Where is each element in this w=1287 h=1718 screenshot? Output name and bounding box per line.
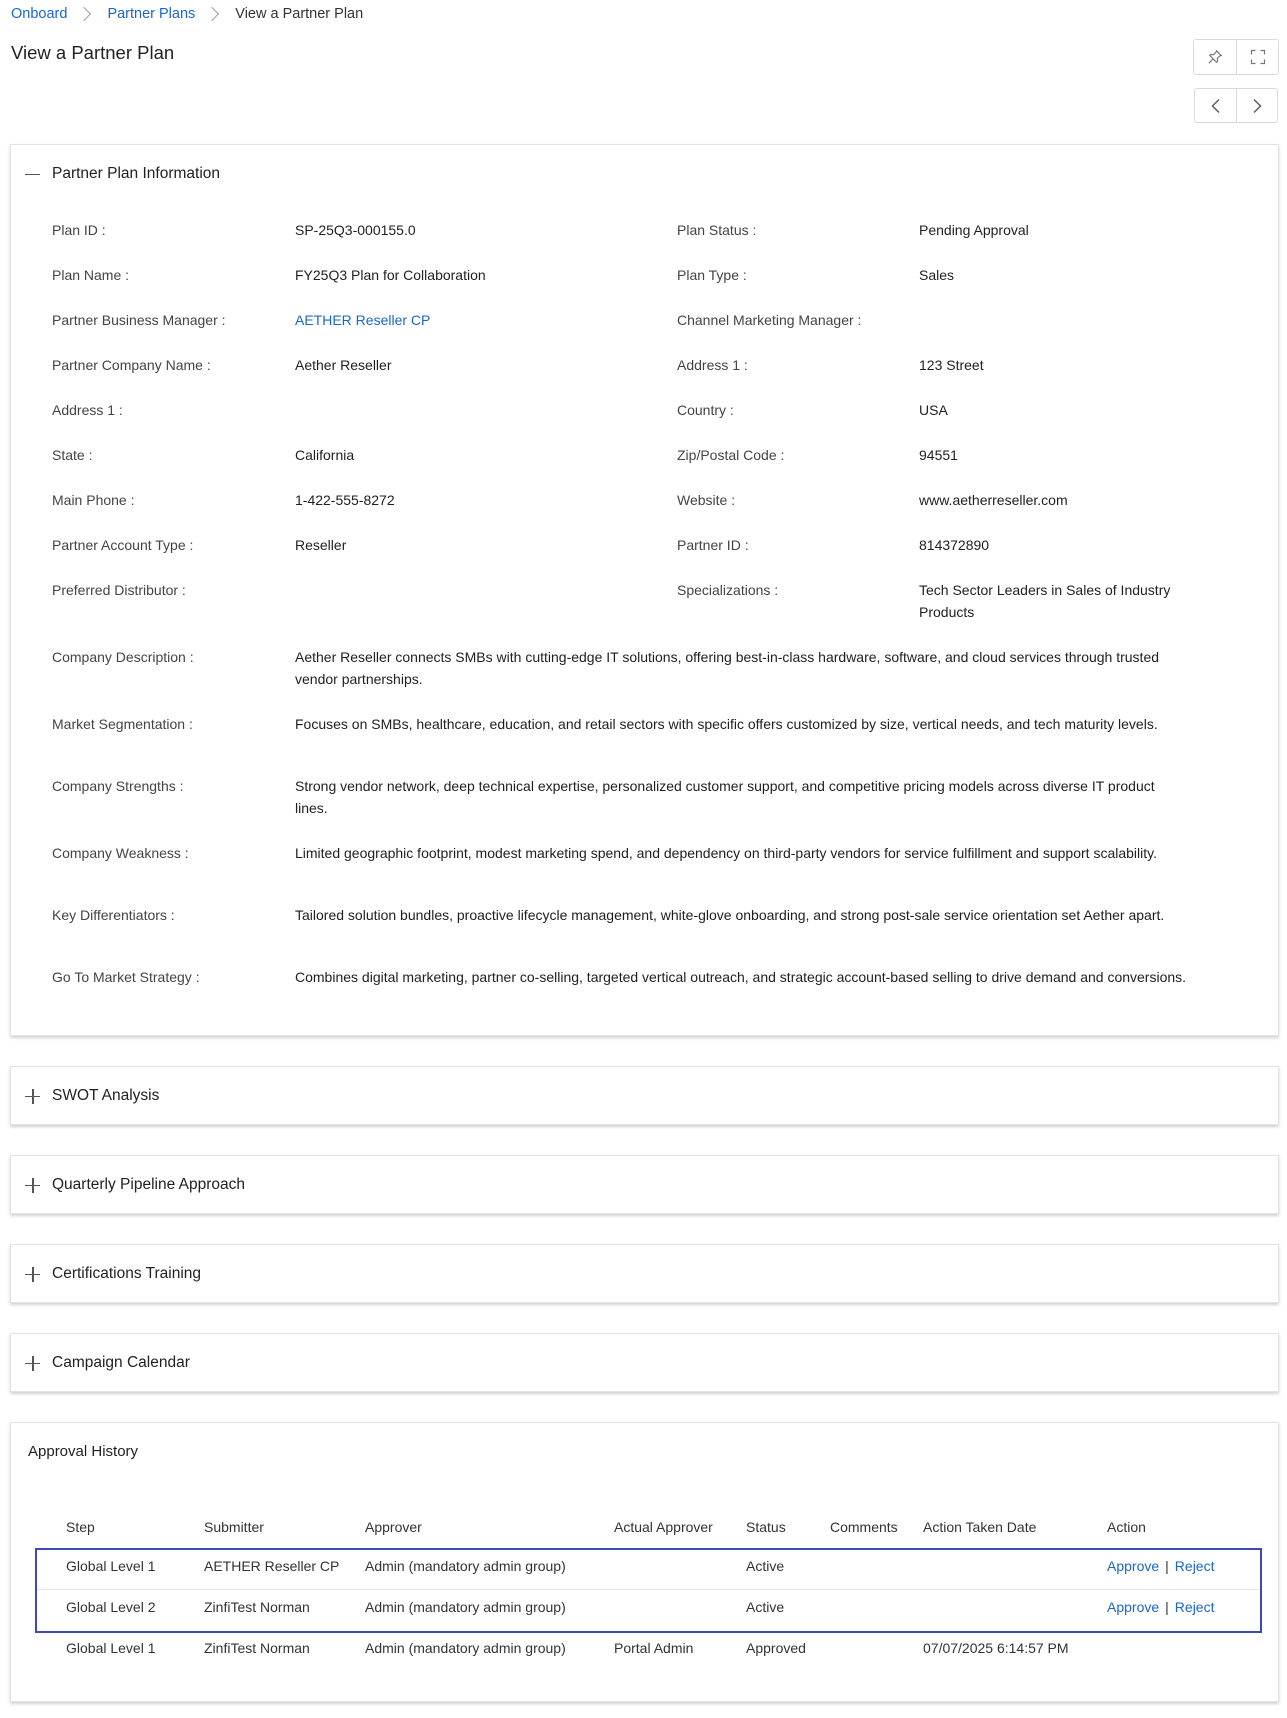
plan-type-value: Sales: [919, 267, 955, 283]
company-strengths-line1: Strong vendor network, deep technical expertise, personalized customer support, and competitive pricing models across diverse IT product: [295, 778, 1155, 794]
certifications-training-panel: [10, 1244, 1279, 1303]
cell-submitter: ZinfiTest Norman: [204, 1598, 310, 1615]
breadcrumb-onboard[interactable]: Onboard: [11, 6, 68, 22]
market-segmentation-label: Market Segmentation :: [52, 716, 193, 732]
zip-code-value: 94551: [919, 447, 958, 463]
breadcrumb-current: View a Partner Plan: [235, 6, 364, 22]
table-header-row: [35, 1509, 1262, 1545]
partner-id-label: Partner ID :: [677, 537, 749, 553]
partner-id-value: 814372890: [919, 537, 990, 553]
column-header-step: Step: [66, 1519, 95, 1535]
approval-history-title: Approval History: [28, 1443, 139, 1460]
cell-action-taken-date: [923, 1545, 1107, 1586]
partner-account-type-label: Partner Account Type :: [52, 537, 194, 553]
company-weakness-label: Company Weakness :: [52, 845, 189, 861]
plan-status-label: Plan Status :: [677, 222, 757, 238]
channel-marketing-manager-label: Channel Marketing Manager :: [677, 312, 862, 328]
company-description-line2: vendor partnerships.: [295, 671, 423, 687]
go-to-market-strategy-label: Go To Market Strategy :: [52, 969, 200, 985]
country-value: USA: [919, 402, 948, 418]
column-header-approver: Approver: [365, 1519, 422, 1535]
table-row: [35, 1627, 1262, 1668]
collapse-icon: [25, 167, 40, 182]
market-segmentation-value: Focuses on SMBs, healthcare, education, and retail sectors with specific offers customized by size, vertical needs, and tech maturity levels.: [295, 716, 1158, 732]
fullscreen-icon: [1250, 49, 1266, 65]
table-row: [35, 1586, 1262, 1627]
expand-icon: [25, 1178, 40, 1193]
specializations-value-line1: Tech Sector Leaders in Sales of Industry: [919, 582, 1171, 598]
chevron-right-icon: [77, 7, 91, 21]
row-divider: [37, 1589, 1260, 1590]
company-weakness-value: Limited geographic footprint, modest marketing spend, and dependency on third-party vendors for service fulfillment and support scalability.: [295, 845, 1157, 861]
expand-icon: [25, 1267, 40, 1282]
cell-status: Active: [746, 1598, 785, 1615]
swot-analysis-header[interactable]: [11, 1067, 1278, 1125]
partner-plan-information-header[interactable]: [11, 145, 1278, 203]
plan-name-label: Plan Name :: [52, 267, 130, 283]
view-tools: [1193, 39, 1279, 75]
partner-account-type-value: Reseller: [295, 537, 347, 553]
page-title: View a Partner Plan: [11, 42, 175, 63]
company-strengths-line2: lines.: [295, 800, 328, 816]
campaign-calendar-header[interactable]: [11, 1334, 1278, 1392]
panel-title: Certifications Training: [52, 1265, 202, 1282]
cell-comments: [830, 1545, 923, 1586]
expand-icon: [25, 1356, 40, 1371]
key-differentiators-label: Key Differentiators :: [52, 907, 175, 923]
website-value: www.aetherreseller.com: [919, 492, 1068, 508]
partner-plan-information-panel: [10, 144, 1279, 1036]
cell-approver: Admin (mandatory admin group): [365, 1639, 566, 1656]
record-navigation: [1194, 88, 1278, 123]
fullscreen-button[interactable]: [1236, 40, 1278, 74]
cell-status: Active: [746, 1557, 785, 1574]
specializations-label: Specializations :: [677, 582, 779, 598]
expand-icon: [25, 1089, 40, 1104]
cell-step: Global Level 1: [66, 1557, 156, 1574]
preferred-distributor-label: Preferred Distributor :: [52, 582, 186, 598]
specializations-value-line2: Products: [919, 604, 975, 620]
previous-button[interactable]: [1195, 89, 1236, 122]
cell-comments: [830, 1627, 923, 1668]
plan-id-value: SP-25Q3-000155.0: [295, 222, 416, 238]
partner-company-name-label: Partner Company Name :: [52, 357, 211, 373]
campaign-calendar-panel: [10, 1333, 1279, 1392]
column-header-comments: Comments: [830, 1519, 898, 1535]
panel-title: Campaign Calendar: [52, 1354, 190, 1371]
cell-submitter: ZinfiTest Norman: [204, 1639, 310, 1656]
pin-icon: [1207, 49, 1223, 65]
cell-approver: Admin (mandatory admin group): [365, 1557, 566, 1574]
cell-step: Global Level 2: [66, 1598, 156, 1615]
company-description-label: Company Description :: [52, 649, 194, 665]
partner-business-manager-link[interactable]: AETHER Reseller CP: [295, 312, 431, 328]
company-strengths-label: Company Strengths :: [52, 778, 184, 794]
plan-name-value: FY25Q3 Plan for Collaboration: [295, 267, 486, 283]
main-phone-value: 1-422-555-8272: [295, 492, 395, 508]
state-label: State :: [52, 447, 93, 463]
next-button[interactable]: [1236, 89, 1277, 122]
chevron-right-icon: [205, 7, 219, 21]
address1-value: 123 Street: [919, 357, 984, 373]
plan-type-label: Plan Type :: [677, 267, 747, 283]
cell-action: [1107, 1627, 1262, 1668]
cell-actual-approver: Portal Admin: [614, 1639, 694, 1656]
action-separator: |: [1165, 1598, 1169, 1615]
table-row: [35, 1545, 1262, 1586]
cell-status: Approved: [746, 1639, 806, 1656]
quarterly-pipeline-approach-panel: [10, 1155, 1279, 1214]
column-header-submitter: Submitter: [204, 1519, 264, 1535]
approval-history-panel: [10, 1422, 1279, 1702]
go-to-market-strategy-value: Combines digital marketing, partner co-selling, targeted vertical outreach, and strategic account-based selling to drive demand and conversions.: [295, 969, 1187, 985]
column-header-status: Status: [746, 1519, 786, 1535]
swot-analysis-panel: [10, 1066, 1279, 1125]
chevron-right-icon: [1250, 98, 1264, 114]
pin-button[interactable]: [1194, 40, 1236, 74]
breadcrumb-partner-plans[interactable]: Partner Plans: [107, 6, 196, 22]
cell-action: [1107, 1586, 1262, 1627]
approve-link[interactable]: Approve: [1107, 1598, 1160, 1615]
certifications-training-header[interactable]: [11, 1245, 1278, 1303]
state-value: California: [295, 447, 355, 463]
partner-business-manager-label: Partner Business Manager :: [52, 312, 226, 328]
column-header-actual-approver: Actual Approver: [614, 1519, 713, 1535]
cell-action: [1107, 1545, 1262, 1586]
reject-link[interactable]: Reject: [1174, 1598, 1215, 1615]
panel-title: SWOT Analysis: [52, 1087, 160, 1104]
address1-label: Address 1 :: [677, 357, 748, 373]
cell-comments: [830, 1586, 923, 1627]
zip-code-label: Zip/Postal Code :: [677, 447, 785, 463]
cell-step: Global Level 1: [66, 1639, 156, 1656]
website-label: Website :: [677, 492, 736, 508]
cell-action-taken-date: 07/07/2025 6:14:57 PM: [923, 1639, 1069, 1656]
quarterly-pipeline-approach-header[interactable]: [11, 1156, 1278, 1214]
chevron-left-icon: [1209, 98, 1223, 114]
main-phone-label: Main Phone :: [52, 492, 135, 508]
approve-link[interactable]: Approve: [1107, 1557, 1160, 1574]
cell-actual-approver: [614, 1545, 746, 1586]
plan-status-value: Pending Approval: [919, 222, 1029, 238]
column-header-action-taken-date: Action Taken Date: [923, 1519, 1037, 1535]
address1-secondary-label: Address 1 :: [52, 402, 123, 418]
company-description-line1: Aether Reseller connects SMBs with cutting-edge IT solutions, offering best-in-class hardware, software, and cloud services through trusted: [295, 649, 1160, 665]
cell-approver: Admin (mandatory admin group): [365, 1598, 566, 1615]
cell-action-taken-date: [923, 1586, 1107, 1627]
key-differentiators-value: Tailored solution bundles, proactive lifecycle management, white-glove onboarding, and strong post-sale service orientation set Aether apart.: [295, 907, 1165, 923]
panel-title: Partner Plan Information: [52, 165, 221, 182]
country-label: Country :: [677, 402, 734, 418]
reject-link[interactable]: Reject: [1174, 1557, 1215, 1574]
cell-submitter: AETHER Reseller CP: [204, 1557, 340, 1574]
panel-title: Quarterly Pipeline Approach: [52, 1176, 246, 1193]
partner-company-name-value: Aether Reseller: [295, 357, 392, 373]
plan-id-label: Plan ID :: [52, 222, 106, 238]
action-separator: |: [1165, 1557, 1169, 1574]
cell-actual-approver: [614, 1586, 746, 1627]
column-header-action: Action: [1107, 1519, 1146, 1535]
breadcrumb: [11, 4, 363, 24]
